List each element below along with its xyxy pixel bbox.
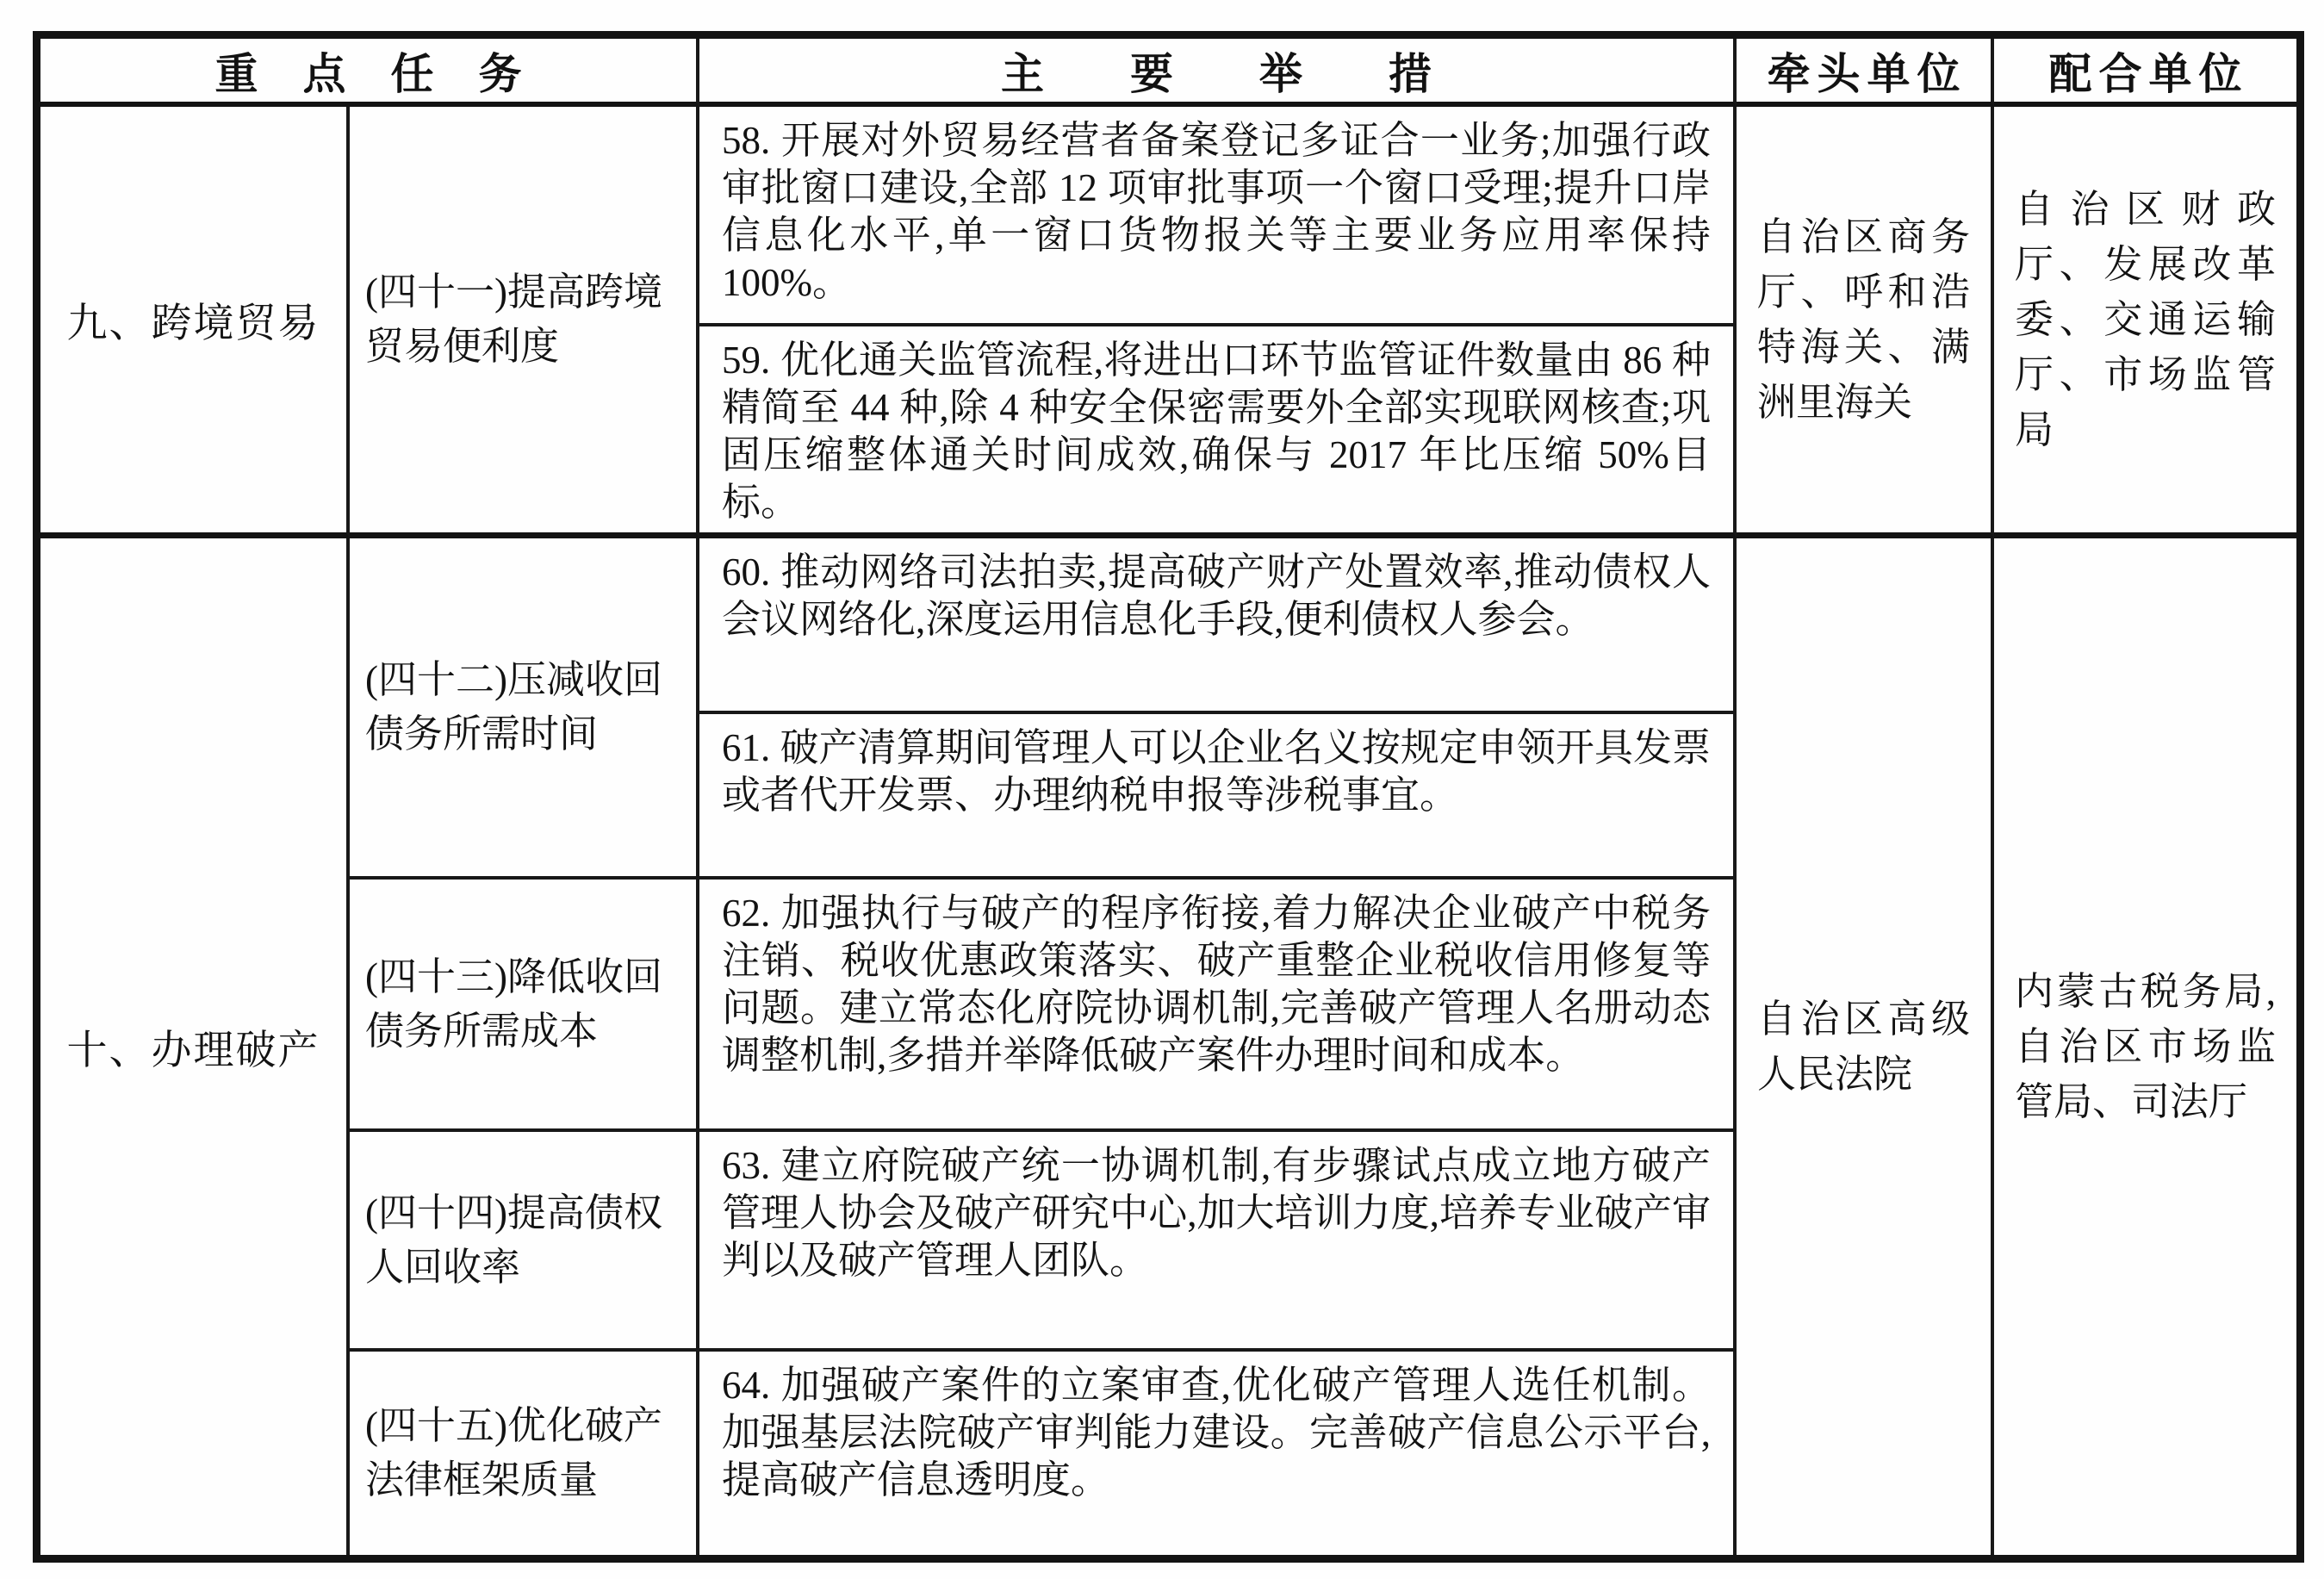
header-key-tasks [40,39,699,107]
subtask-45 [350,1352,699,1555]
subtask-label: (四十三)降低收回债务所需成本 [365,954,662,1053]
subtask-label: (四十五)优化破产法律框架质量 [365,1404,662,1501]
subtask-label: (四十二)压减收回债务所需时间 [365,658,662,755]
lead-unit-group2 [1737,538,1994,1555]
measure-58: 58. 开展对外贸易经营者备案登记多证合一业务;加强行政审批窗口建设,全部 12 项审批事项一个窗口受理;提升口岸信息化水平,单一窗口货物报关等主要业务应用率保持 100%。 [699,107,1737,326]
measure-61: 61. 破产清算期间管理人可以企业名义按规定申领开具发票或者代开发票、办理纳税申报等涉税事宜。 [699,714,1737,880]
measure-63: 63. 建立府院破产统一协调机制,有步骤试点成立地方破产管理人协会及破产研究中心,加大培训力度,培养专业破产审判以及破产管理人团队。 [699,1132,1737,1352]
header-lead-unit [1737,39,1994,107]
header-key-tasks-label: 重点任务 [214,49,567,98]
header-main-measures [699,39,1737,107]
category-bankruptcy [40,538,350,1555]
support-unit-text: 自治区财政厅、发展改革委、交通运输厅、市场监管局 [2015,188,2276,451]
header-support-unit [1994,39,2296,107]
measure-60: 60. 推动网络司法拍卖,提高破产财产处置效率,推动债权人会议网络化,深度运用信息化手段,便利债权人参会。 [699,538,1737,714]
lead-unit-text: 自治区商务厅、呼和浩特海关、满洲里海关 [1757,215,1970,424]
support-unit-group2 [1994,538,2296,1555]
task-measures-table [33,31,2304,1563]
subtask-44 [350,1132,699,1352]
category-cross-border-trade [40,107,350,538]
header-main-measures-label: 主要举措 [1001,49,1518,98]
header-lead-unit-label: 牵头单位 [1767,49,1967,98]
lead-unit-text: 自治区高级人民法院 [1757,998,1970,1096]
subtask-41 [350,107,699,538]
header-support-unit-label: 配合单位 [2048,49,2249,98]
subtask-43 [350,880,699,1132]
lead-unit-group1 [1737,107,1994,538]
category-label: 九、跨境贸易 [66,301,320,346]
measure-59: 59. 优化通关监管流程,将进出口环节监管证件数量由 86 种精简至 44 种,除 4 种安全保密需要外全部实现联网核查;巩固压缩整体通关时间成效,确保与 2017 年比压缩 50%目标。 [699,326,1737,538]
subtask-label: (四十一)提高跨境贸易便利度 [365,270,662,368]
measure-64: 64. 加强破产案件的立案审查,优化破产管理人选任机制。加强基层法院破产审判能力建设。完善破产信息公示平台,提高破产信息透明度。 [699,1352,1737,1555]
support-unit-text: 内蒙古税务局,自治区市场监管局、司法厅 [2015,970,2276,1123]
subtask-label: (四十四)提高债权人回收率 [365,1190,662,1289]
subtask-42 [350,538,699,880]
support-unit-group1 [1994,107,2296,538]
measure-62: 62. 加强执行与破产的程序衔接,着力解决企业破产中税务注销、税收优惠政策落实、破产重整企业税收信用修复等问题。建立常态化府院协调机制,完善破产管理人名册动态调整机制,多措并举降低破产案件办理时间和成本。 [699,880,1737,1132]
category-label: 十、办理破产 [66,1028,320,1073]
